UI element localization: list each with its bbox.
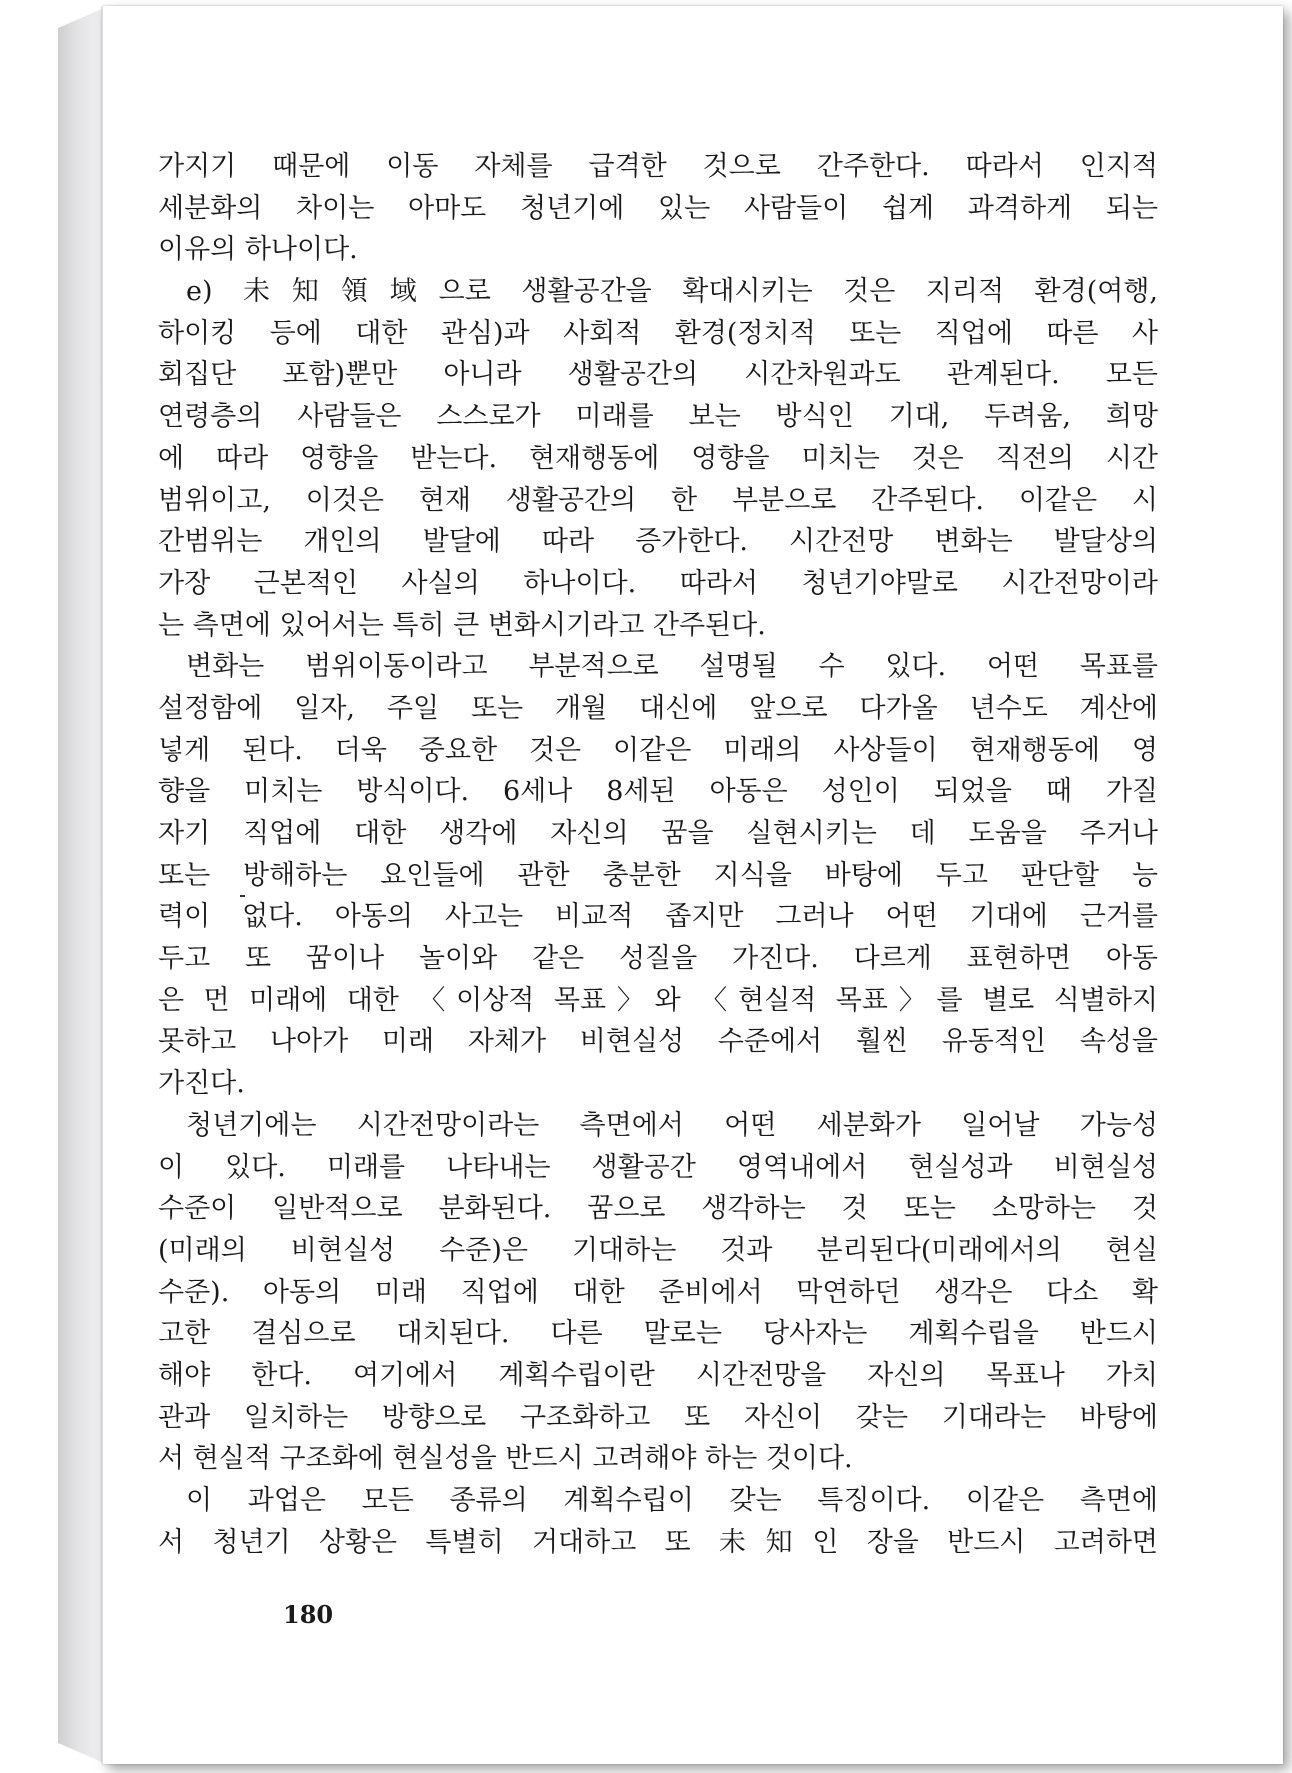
margin-mark — [240, 895, 245, 897]
text-line: 또는 방해하는 요인들에 관한 충분한 지식을 바탕에 두고 판단할 능 — [158, 859, 1158, 891]
text-line: 수준이 일반적으로 분화된다. 꿈으로 생각하는 것 또는 소망하는 것 — [158, 1193, 1158, 1225]
page-number: 180 — [283, 1600, 334, 1629]
book-page-edge — [58, 8, 104, 1763]
text-line: 하이킹 등에 대한 관심)과 사회적 환경(정치적 또는 직업에 따른 사 — [158, 317, 1158, 349]
text-line: (미래의 비현실성 수준)은 기대하는 것과 분리된다(미래에서의 현실 — [158, 1234, 1158, 1266]
text-line: 변화는 범위이동이라고 부분적으로 설명될 수 있다. 어떤 목표를 — [186, 651, 1158, 683]
text-line: 간범위는 개인의 발달에 따라 증가한다. 시간전망 변화는 발달상의 — [158, 526, 1158, 558]
text-line: 이 과업은 모든 종류의 계획수립이 갖는 특징이다. 이같은 측면에 — [186, 1485, 1158, 1516]
text-line: 에 따라 영향을 받는다. 현재행동에 영향을 미치는 것은 직전의 시간 — [158, 442, 1158, 474]
text-line: 가진다. — [158, 1068, 245, 1100]
text-line: 가장 근본적인 사실의 하나이다. 따라서 청년기야말로 시간전망이라 — [158, 567, 1158, 599]
text-line: 수준). 아동의 미래 직업에 대한 준비에서 막연하던 생각은 다소 확 — [158, 1276, 1158, 1308]
text-line: 설정함에 일자, 주일 또는 개월 대신에 앞으로 다가올 년수도 계산에 — [158, 692, 1158, 724]
text-line: 이유의 하나이다. — [158, 234, 358, 266]
text-line: 못하고 나아가 미래 자체가 비현실성 수준에서 훨씬 유동적인 속성을 — [158, 1026, 1158, 1058]
text-line: 넣게 된다. 더욱 중요한 것은 이같은 미래의 사상들이 현재행동에 영 — [158, 734, 1158, 766]
text-line: 자기 직업에 대한 생각에 자신의 꿈을 실현시키는 데 도움을 주거나 — [158, 818, 1158, 849]
text-line: 범위이고, 이것은 현재 생활공간의 한 부분으로 간주된다. 이같은 시 — [158, 484, 1158, 516]
text-line: 해야 한다. 여기에서 계획수립이란 시간전망을 자신의 목표나 가치 — [158, 1359, 1158, 1391]
text-line: 서 청년기 상황은 특별히 거대하고 또 未知인 장을 반드시 고려하면 — [158, 1526, 1158, 1558]
text-line: 력이 없다. 아동의 사고는 비교적 좁지만 그러나 어떤 기대에 근거를 — [158, 901, 1158, 933]
text-line: 연령층의 사람들은 스스로가 미래를 보는 방식인 기대, 두려움, 희망 — [158, 401, 1158, 433]
page-body-text — [158, 146, 1158, 1563]
text-line: 는 측면에 있어서는 특히 큰 변화시기라고 간주된다. — [158, 609, 766, 641]
text-line: 서 현실적 구조화에 현실성을 반드시 고려해야 하는 것이다. — [158, 1443, 853, 1475]
text-line: 이 있다. 미래를 나타내는 생활공간 영역내에서 현실성과 비현실성 — [158, 1151, 1158, 1183]
text-line: 회집단 포함)뿐만 아니라 생활공간의 시간차원과도 관계된다. 모든 — [158, 359, 1158, 391]
text-line: 가지기 때문에 이동 자체를 급격한 것으로 간주한다. 따라서 인지적 — [158, 151, 1158, 182]
text-line: 청년기에는 시간전망이라는 측면에서 어떤 세분화가 일어날 가능성 — [186, 1109, 1158, 1141]
text-line: 세분화의 차이는 아마도 청년기에 있는 사람들이 쉽게 과격하게 되는 — [158, 192, 1158, 224]
text-line: 은 먼 미래에 대한 〈이상적 목표〉와 〈현실적 목표〉를 별로 식별하지 — [158, 984, 1158, 1016]
text-line: 관과 일치하는 방향으로 구조화하고 또 자신이 갖는 기대라는 바탕에 — [158, 1401, 1158, 1433]
text-line: 두고 또 꿈이나 놀이와 같은 성질을 가진다. 다르게 표현하면 아동 — [158, 943, 1158, 975]
text-line: e) 未知領域으로 생활공간을 확대시키는 것은 지리적 환경(여행, — [186, 276, 1158, 308]
text-line: 향을 미치는 방식이다. 6세나 8세된 아동은 성인이 되었을 때 가질 — [158, 776, 1158, 808]
text-line: 고한 결심으로 대치된다. 다른 말로는 당사자는 계획수립을 반드시 — [158, 1318, 1158, 1350]
